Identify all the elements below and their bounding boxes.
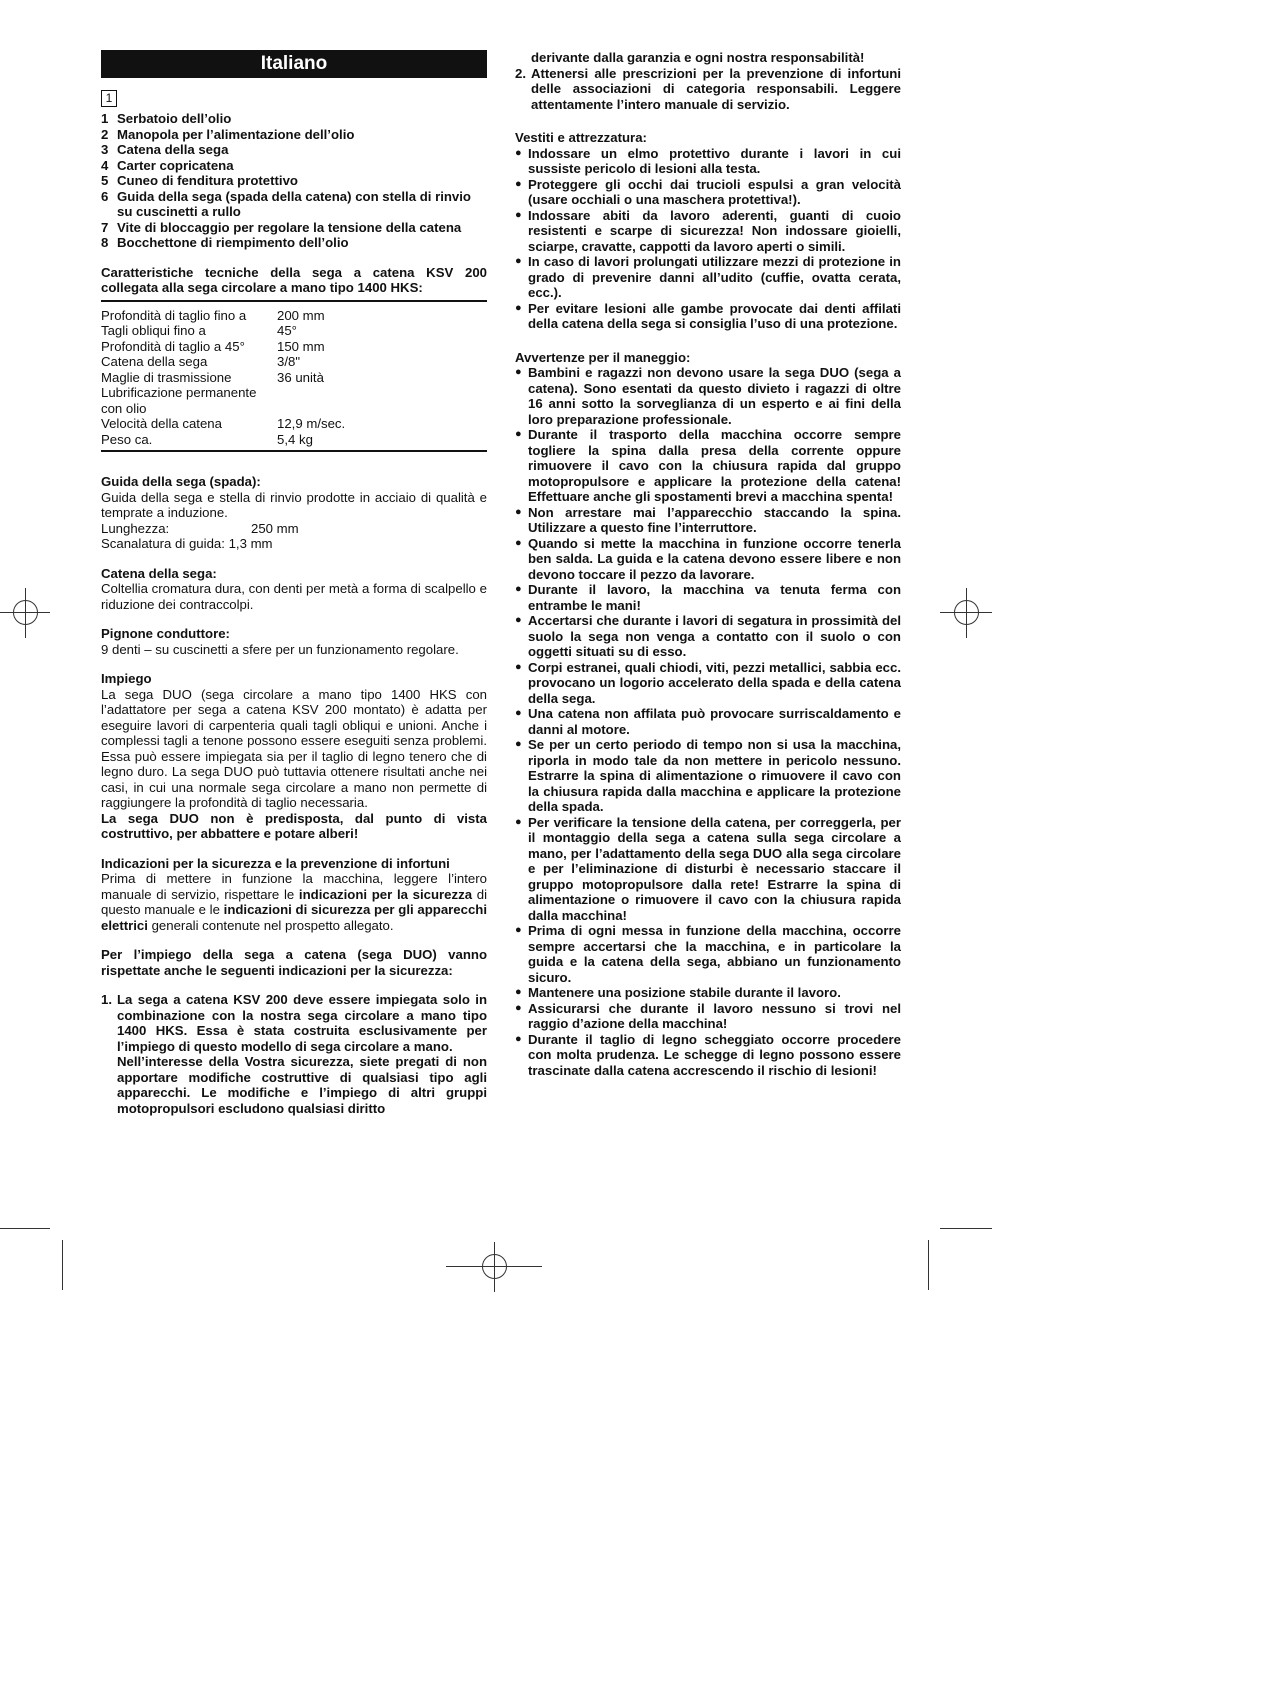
list-item: ● Assicurarsi che durante il lavoro nessuno si trovi nel raggio d’azione della macchina! (515, 1000, 901, 1031)
table-row: Peso ca. 5,4 kg (101, 431, 313, 447)
crosshair-circle (13, 600, 38, 625)
list-item: ● Durante il taglio di legno scheggiato occorre procedere con molta prudenza. Le schegge di legno possono essere trascinate dalla catena accrescendo il rischio di lesioni! (515, 1031, 901, 1078)
clothing-heading: Vestiti e attrezzatura: (515, 130, 647, 145)
list-item: ● Per evitare lesioni alle gambe provocate dai denti affilati della catena della sega si consiglia l’uso di una protezione. (515, 300, 901, 331)
duo-safety-heading: Per l’impiego della sega a catena (sega DUO) vanno rispettate anche le seguenti indicazioni per la sicurezza: (101, 947, 487, 978)
list-item: ● Prima di ogni messa in funzione della macchina, occorre sempre accertarsi che la macchina, e in particolare la guida e la catena della sega, abbiano un funzionamento sicuro. (515, 923, 901, 985)
usage-text: La sega DUO (sega circolare a mano tipo 1400 HKS con l’adattatore per sega a catena KSV 200 montato) è adatta per eseguire lavori di carpenteria quali tagli obliqui e unioni. Anche i complessi tagli a tenone possono essere eseguiti senza problemi. Essa può essere impiegata sia per il taglio di legno tenero che di legno duro. La sega DUO può tuttavia ottenere risultati anche nei casi, in cui una normale sega circolare a mano non permette di raggiungere la profondità di taglio necessaria. (101, 686, 487, 810)
list-item: ● Indossare abiti da lavoro aderenti, guanti di cuoio resistenti e scarpe di sicurezza! Non indossare gioielli, sciarpe, cravatte, cappotti da lavoro aperti o simili. (515, 207, 901, 254)
tech-specs-table (101, 300, 487, 453)
tech-specs-heading: Caratteristiche tecniche della sega a catena KSV 200 collegata alla sega circolare a mano tipo 1400 HKS: (101, 264, 487, 295)
usage-heading: Impiego (101, 671, 152, 686)
guide-text: Guida della sega e stella di rinvio prodotte in acciaio di qualità e temprate a induzione. (101, 489, 487, 520)
usage-warning: La sega DUO non è predisposta, dal punto di vista costruttivo, per abbattere e potare alberi! (101, 810, 487, 841)
safety-heading: Indicazioni per la sicurezza e la prevenzione di infortuni (101, 855, 450, 871)
language-header: Italiano (101, 50, 487, 78)
list-item: 7 Vite di bloccaggio per regolare la tensione della catena (101, 219, 462, 235)
chain-text: Coltellia cromatura dura, con denti per metà a forma di scalpello e riduzione dei contraccolpi. (101, 581, 487, 612)
list-item: ● Indossare un elmo protettivo durante i lavori in cui sussiste pericolo di lesioni alla testa. (515, 145, 901, 176)
list-item: ● Durante il trasporto della macchina occorre sempre togliere la spina dalla presa della corrente oppure rimuovere il cavo con la chiusura rapida dal gruppo motopropulsore e applicare la protezione della catena! Effettuare anche gli spostamenti brevi a macchina spenta! (515, 427, 901, 504)
crop-mark (62, 1240, 63, 1290)
crop-mark (940, 1228, 992, 1229)
figure-reference-box: 1 (101, 90, 117, 107)
safety-text: Prima di mettere in funzione la macchina, leggere l’intero manuale di servizio, rispettare le indicazioni per la sicurezza di questo manuale e le indicazioni di sicurezza per gli apparecchi elettrici generali contenute nel prospetto allegato. (101, 871, 488, 933)
numbered-continuation: derivante dalla garanzia e ogni nostra responsabilità! (531, 50, 865, 65)
list-item: 1 Serbatoio dell’olio (101, 111, 232, 126)
table-row: Maglie di trasmissione 36 unità (101, 369, 324, 385)
list-item: 3 Catena della sega (101, 142, 229, 157)
list-item: ● Quando si mette la macchina in funzione occorre tenerla ben salda. La guida e la catena devono essere libere e non devono toccare il pezzo da lavorare. (515, 535, 901, 582)
table-row: Catena della sega 3/8" (101, 354, 301, 369)
list-item: ● Bambini e ragazzi non devono usare la sega DUO (sega a catena). Sono esentati da questo divieto i ragazzi di oltre 16 anni sotto la sorveglianza di un esperto e ai fini della loro preparazione professionale. (515, 365, 901, 427)
sprocket-heading: Pignone conduttore: (101, 626, 230, 641)
table-row: Profondità di taglio a 45° 150 mm (101, 338, 325, 354)
table-row: Scanalatura di guida: 1,3 mm (101, 536, 273, 551)
clothing-list (515, 146, 901, 332)
list-item: ● Corpi estranei, quali chiodi, viti, pezzi metallici, sabbia ecc. provocano un logorio accelerato della spada e della catena della sega. (515, 659, 901, 706)
list-item: ● Se per un certo periodo di tempo non si usa la macchina, riporla in modo tale da non mettere in pericolo nessuno. Estrarre la spina di alimentazione o rimuovere il cavo con la chiusura rapida dalla macchina e applicare la protezione della spada. (515, 737, 901, 814)
list-item: ● In caso di lavori prolungati utilizzare mezzi di protezione in grado di prevenire danni all’udito (cuffie, ovatta cerata, ecc.). (515, 254, 901, 300)
crosshair-circle (954, 600, 979, 625)
handling-list (515, 365, 901, 1078)
numbered-list (101, 992, 487, 1116)
list-item: ● Per verificare la tensione della catena, per correggerla, per il montaggio della sega a catena sulla sega circolare a mano, per l’adattamento della sega DUO alla sega circolare e per l’eliminazione di disturbi è necessario staccare il gruppo motopropulsore dalla rete! Estrarre la spina di alimentazione o rimuovere il cavo con la chiusura rapida dalla macchina! (515, 814, 901, 923)
crop-mark (0, 1228, 50, 1229)
list-item: ● Accertarsi che durante i lavori di segatura in prossimità del suolo la sega non venga a contatto con il suolo o con oggetti situati su di esso. (515, 613, 901, 659)
list-item: 8 Bocchettone di riempimento dell’olio (101, 235, 349, 250)
crosshair-circle (482, 1254, 507, 1279)
right-column (515, 50, 901, 1078)
list-item: 6 Guida della sega (spada della catena) con stella di rinvio su cuscinetti a rullo (101, 188, 471, 219)
chain-heading: Catena della sega: (101, 565, 217, 581)
list-item: ● Mantenere una posizione stabile durante il lavoro. (515, 985, 841, 1000)
list-item: ● Una catena non affilata può provocare surriscaldamento e danni al motore. (515, 706, 901, 737)
table-row: Velocità della catena 12,9 m/sec. (101, 416, 346, 431)
crop-mark (928, 1240, 929, 1290)
table-row: Profondità di taglio fino a 200 mm (101, 307, 325, 323)
sprocket-text: 9 denti – su cuscinetti a sfere per un funzionamento regolare. (101, 641, 459, 657)
numbered-list (515, 66, 901, 113)
table-row: Lunghezza: 250 mm (101, 520, 299, 536)
list-item: 2 Manopola per l’alimentazione dell’olio (101, 126, 355, 142)
list-item: ● Non arrestare mai l’apparecchio staccando la spina. Utilizzare a questo fine l’interruttore. (515, 504, 901, 535)
list-item: 2. Attenersi alle prescrizioni per la prevenzione di infortuni delle associazioni di categoria responsabili. Leggere attentamente l’intero manuale di servizio. (515, 65, 901, 112)
list-item: 4 Carter copricatena (101, 157, 234, 173)
left-column (101, 50, 487, 1116)
table-row: Lubrificazione permanente con olio (101, 385, 257, 416)
list-item: ● Durante il lavoro, la macchina va tenuta ferma con entrambe le mani! (515, 582, 901, 613)
guide-heading: Guida della sega (spada): (101, 474, 261, 489)
parts-list (101, 111, 487, 251)
list-item: 1. La sega a catena KSV 200 deve essere impiegata solo in combinazione con la nostra sega circolare a mano tipo 1400 HKS. Essa è stata costruita esclusivamente per l’impiego di questo modello di sega circolare a mano. Nell’interesse della Vostra sicurezza, siete pregati di non apportare modifiche costruttive di qualsiasi tipo agli apparecchi. Le modifiche e l’impiego di altri gruppi motopropulsori escludono qualsiasi diritto (101, 992, 487, 1116)
handling-heading: Avvertenze per il maneggio: (515, 349, 691, 365)
list-item: 5 Cuneo di fenditura protettivo (101, 173, 298, 188)
list-item: ● Proteggere gli occhi dai trucioli espulsi a gran velocità (usare occhiali o una maschera protettiva!). (515, 176, 901, 207)
table-row: Tagli obliqui fino a 45° (101, 323, 297, 338)
